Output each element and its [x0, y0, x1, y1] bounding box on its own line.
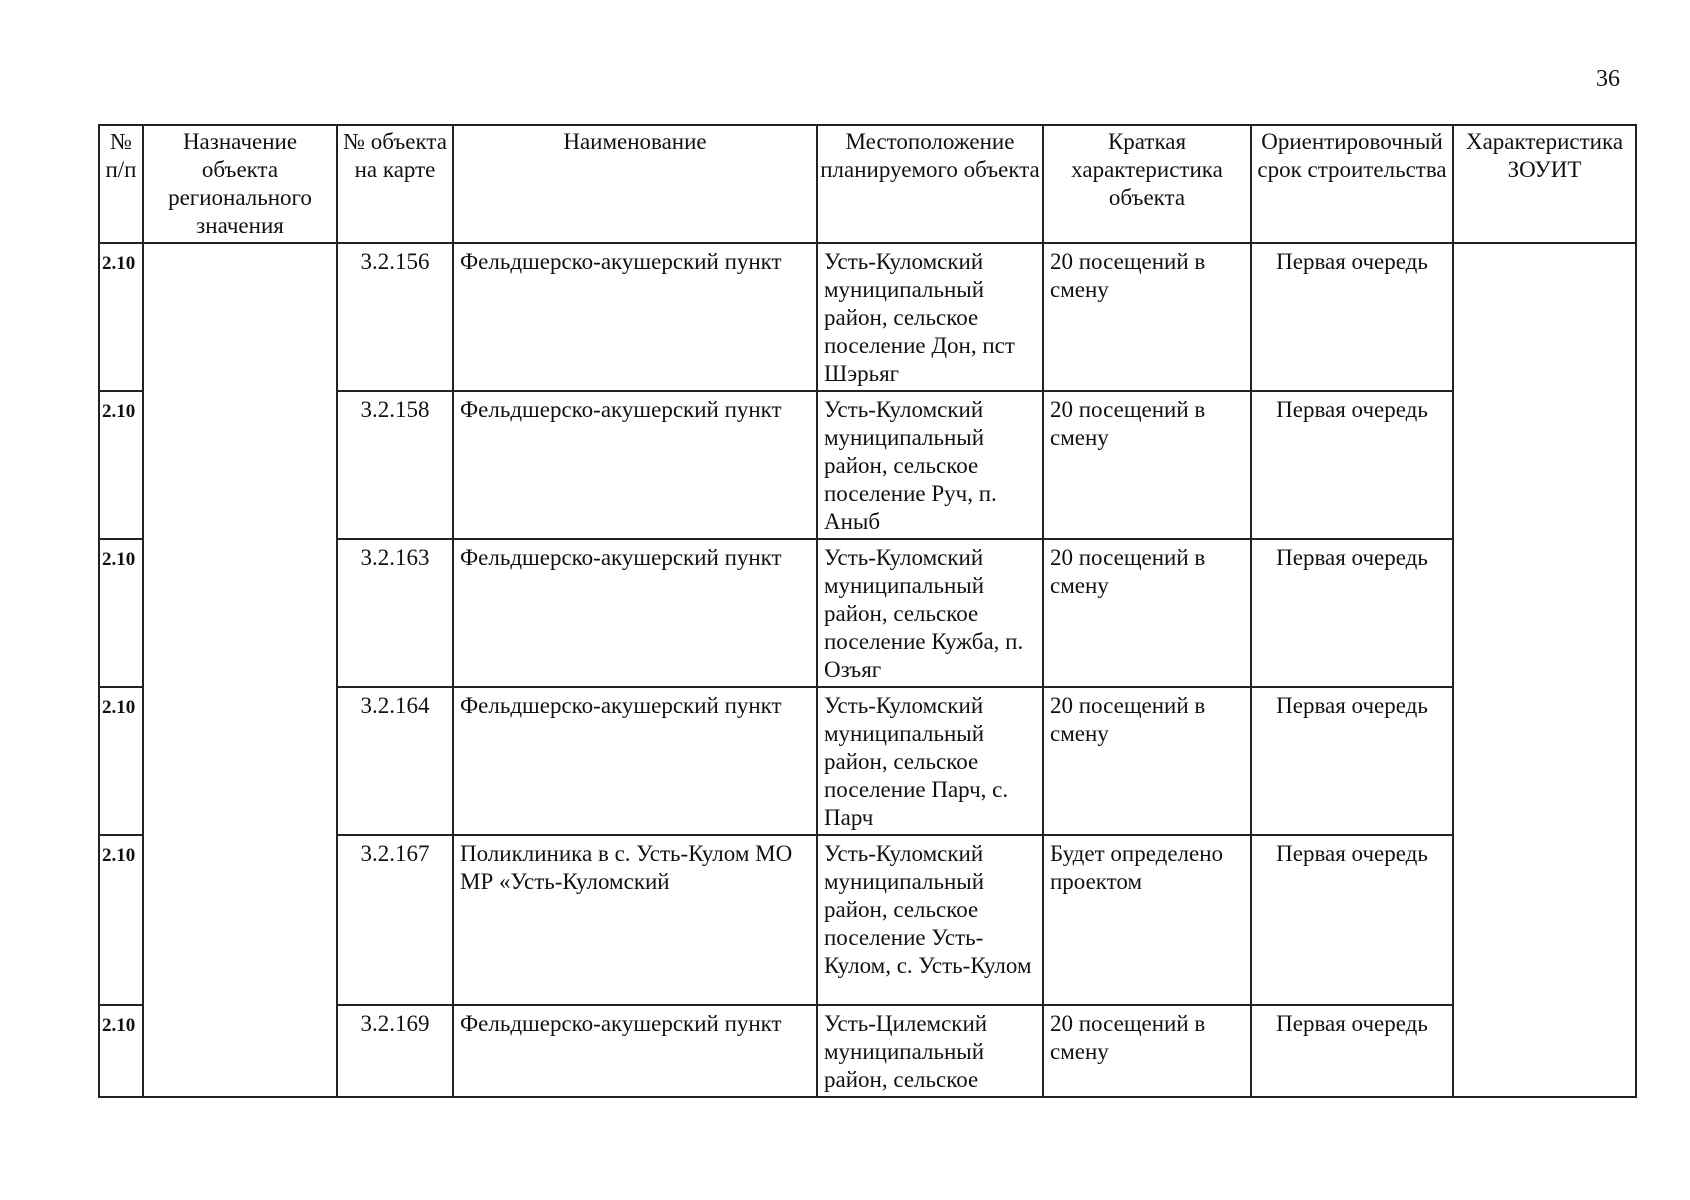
name-cell: Фельдшерско-акушерский пункт — [453, 687, 817, 835]
term-cell: Первая очередь — [1251, 835, 1453, 1005]
table-row — [99, 243, 1636, 391]
location-cell: Усть-Куломский муниципальный район, сельское поселение Усть-Кулом, с. Усть-Кулом — [817, 835, 1043, 1005]
name-cell: Фельдшерско-акушерский пункт — [453, 243, 817, 391]
brief-cell: 20 посещений в смену — [1043, 243, 1251, 391]
header-name: Наименование — [453, 125, 817, 243]
brief-cell: 20 посещений в смену — [1043, 539, 1251, 687]
brief-cell: 20 посещений в смену — [1043, 391, 1251, 539]
brief-cell: 20 посещений в смену — [1043, 1005, 1251, 1097]
header-purpose: Назначение объекта регионального значения — [143, 125, 337, 243]
header-num: № п/п — [99, 125, 143, 243]
header-zouit: Характеристика ЗОУИТ — [1453, 125, 1636, 243]
row-num: 2.10 — [99, 835, 143, 1005]
name-cell: Фельдшерско-акушерский пункт — [453, 391, 817, 539]
map-no-cell: 3.2.164 — [337, 687, 453, 835]
location-cell: Усть-Куломский муниципальный район, сельское поселение Парч, с. Парч — [817, 687, 1043, 835]
header-term: Ориентировочный срок строительства — [1251, 125, 1453, 243]
map-no-cell: 3.2.156 — [337, 243, 453, 391]
brief-cell: 20 посещений в смену — [1043, 687, 1251, 835]
location-cell: Усть-Куломский муниципальный район, сельское поселение Дон, пст Шэрьяг — [817, 243, 1043, 391]
table-header-row — [99, 125, 1636, 243]
map-no-cell: 3.2.167 — [337, 835, 453, 1005]
term-cell: Первая очередь — [1251, 1005, 1453, 1097]
brief-cell: Будет определено проектом — [1043, 835, 1251, 1005]
map-no-cell: 3.2.163 — [337, 539, 453, 687]
row-num: 2.10 — [99, 539, 143, 687]
term-cell: Первая очередь — [1251, 687, 1453, 835]
location-cell: Усть-Цилемский муниципальный район, сельское — [817, 1005, 1043, 1097]
term-cell: Первая очередь — [1251, 243, 1453, 391]
zouit-cell — [1453, 243, 1636, 1097]
objects-table — [98, 124, 1637, 1098]
header-map-no: № объекта на карте — [337, 125, 453, 243]
name-cell: Поликлиника в с. Усть-Кулом МО МР «Усть-Куломский — [453, 835, 817, 1005]
term-cell: Первая очередь — [1251, 539, 1453, 687]
row-num: 2.10 — [99, 687, 143, 835]
location-cell: Усть-Куломский муниципальный район, сельское поселение Кужба, п. Озъяг — [817, 539, 1043, 687]
purpose-cell — [143, 243, 337, 1097]
page-number: 36 — [1596, 66, 1620, 92]
map-no-cell: 3.2.169 — [337, 1005, 453, 1097]
header-location: Местоположение планируемого объекта — [817, 125, 1043, 243]
term-cell: Первая очередь — [1251, 391, 1453, 539]
map-no-cell: 3.2.158 — [337, 391, 453, 539]
row-num: 2.10 — [99, 1005, 143, 1097]
row-num: 2.10 — [99, 243, 143, 391]
location-cell: Усть-Куломский муниципальный район, сельское поселение Руч, п. Аныб — [817, 391, 1043, 539]
header-brief: Краткая характеристика объекта — [1043, 125, 1251, 243]
name-cell: Фельдшерско-акушерский пункт — [453, 1005, 817, 1097]
row-num: 2.10 — [99, 391, 143, 539]
name-cell: Фельдшерско-акушерский пункт — [453, 539, 817, 687]
